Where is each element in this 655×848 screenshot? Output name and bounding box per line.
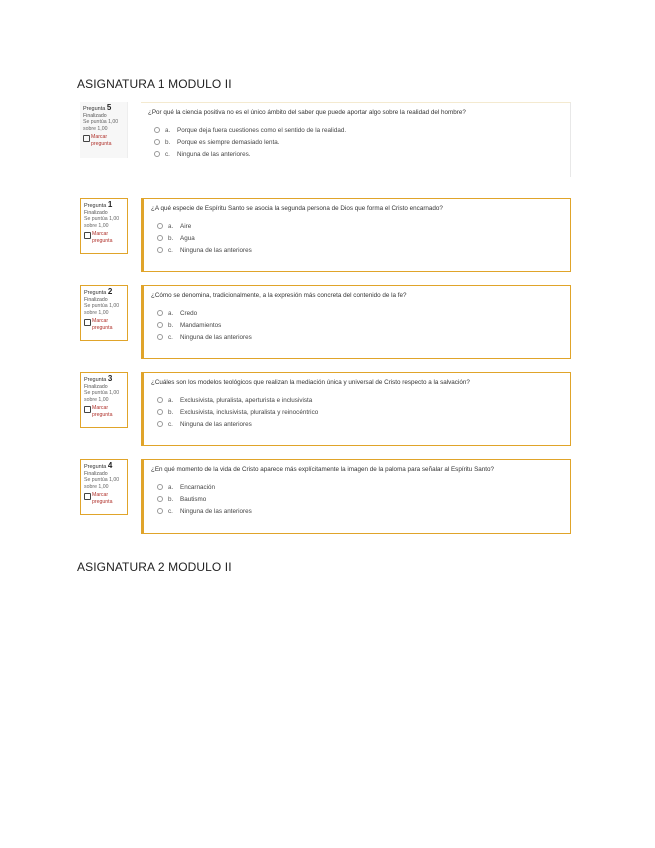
radio-button[interactable] — [154, 151, 160, 157]
section-heading-2: ASIGNATURA 2 MODULO II — [77, 560, 232, 574]
question-info — [80, 198, 128, 254]
answer-option[interactable] — [151, 418, 570, 430]
question-number: 3 — [107, 374, 113, 383]
radio-button[interactable] — [157, 421, 163, 427]
question-mark: Se puntúa 1,00 sobre 1,00 — [84, 477, 120, 490]
radio-button[interactable] — [157, 397, 163, 403]
question-info — [80, 285, 128, 341]
question-info — [80, 372, 128, 428]
option-letter: a. — [168, 222, 174, 230]
flag-icon — [84, 319, 91, 326]
option-letter: a. — [165, 126, 171, 134]
option-letter: a. — [168, 396, 174, 404]
question-content — [141, 198, 571, 272]
question-label: Pregunta — [83, 106, 106, 112]
question-label: Pregunta — [84, 203, 107, 209]
question-content — [141, 102, 571, 177]
answer-option[interactable] — [151, 307, 570, 319]
answer-option[interactable] — [151, 505, 570, 517]
radio-button[interactable] — [157, 235, 163, 241]
radio-button[interactable] — [157, 334, 163, 340]
radio-button[interactable] — [157, 223, 163, 229]
option-text: Ninguna de las anteriores — [180, 333, 252, 341]
option-text: Encarnación — [180, 483, 216, 491]
option-letter: a. — [168, 309, 174, 317]
question-mark: Se puntúa 1,00 sobre 1,00 — [84, 303, 120, 316]
flag-icon — [84, 232, 91, 239]
question-content — [141, 459, 571, 534]
flag-label: Marcar pregunta — [92, 231, 113, 244]
answer-option[interactable] — [151, 493, 570, 505]
option-text: Bautismo — [180, 495, 207, 503]
flag-question-button[interactable] — [84, 318, 124, 331]
question-text: ¿Por qué la ciencia positiva no es el único ámbito del saber que puede aportar algo sobre la realidad del hombre? — [148, 109, 466, 116]
question-number: 2 — [107, 287, 113, 296]
question-label: Pregunta — [84, 377, 107, 383]
option-letter: c. — [168, 333, 173, 341]
option-text: Ninguna de las anteriores — [180, 246, 252, 254]
question-text: ¿Cómo se denomina, tradicionalmente, a la expresión más concreta del contenido de la fe? — [151, 292, 407, 299]
radio-button[interactable] — [157, 322, 163, 328]
answer-option[interactable] — [151, 319, 570, 331]
option-letter: c. — [168, 507, 173, 515]
answer-option[interactable] — [151, 394, 570, 406]
radio-button[interactable] — [157, 247, 163, 253]
question-block-1 — [80, 198, 571, 272]
option-letter: c. — [165, 150, 170, 158]
question-info — [80, 459, 128, 515]
option-text: Mandamientos — [180, 321, 222, 329]
flag-label: Marcar pregunta — [92, 318, 113, 331]
answer-option[interactable] — [151, 406, 570, 418]
flag-question-button[interactable] — [84, 405, 124, 418]
question-block-5 — [80, 102, 571, 177]
option-text: Ninguna de las anteriores — [180, 420, 252, 428]
option-text: Exclusivista, pluralista, aperturista e inclusivista — [180, 396, 313, 404]
radio-button[interactable] — [154, 127, 160, 133]
flag-question-button[interactable] — [84, 231, 124, 244]
question-content — [141, 285, 571, 359]
option-letter: b. — [168, 495, 174, 503]
option-letter: a. — [168, 483, 174, 491]
question-label: Pregunta — [84, 290, 107, 296]
option-letter: b. — [165, 138, 171, 146]
answer-option[interactable] — [148, 148, 570, 160]
flag-icon — [84, 406, 91, 413]
question-block-4 — [80, 459, 571, 534]
answer-option[interactable] — [151, 331, 570, 343]
flag-question-button[interactable] — [83, 134, 124, 147]
question-number: 1 — [107, 200, 113, 209]
question-state: Finalizado — [84, 470, 108, 477]
radio-button[interactable] — [154, 139, 160, 145]
flag-label: Marcar pregunta — [91, 134, 112, 147]
answer-option[interactable] — [151, 220, 570, 232]
answer-option[interactable] — [148, 124, 570, 136]
question-block-2 — [80, 285, 571, 359]
radio-button[interactable] — [157, 484, 163, 490]
question-mark: Se puntúa 1,00 sobre 1,00 — [84, 390, 120, 403]
flag-icon — [83, 135, 90, 142]
option-letter: b. — [168, 234, 174, 242]
option-text: Credo — [180, 309, 198, 317]
flag-label: Marcar pregunta — [92, 492, 113, 505]
flag-label: Marcar pregunta — [92, 405, 113, 418]
flag-icon — [84, 493, 91, 500]
option-text: Porque es siempre demasiado lenta. — [177, 138, 280, 146]
question-info — [80, 102, 128, 158]
answer-option[interactable] — [151, 232, 570, 244]
radio-button[interactable] — [157, 310, 163, 316]
radio-button[interactable] — [157, 508, 163, 514]
radio-button[interactable] — [157, 496, 163, 502]
option-text: Porque deja fuera cuestiones como el sentido de la realidad. — [177, 126, 347, 134]
option-text: Exclusivista, inclusivista, pluralista y reinocéntrico — [180, 408, 319, 416]
radio-button[interactable] — [157, 409, 163, 415]
option-letter: b. — [168, 321, 174, 329]
question-state: Finalizado — [83, 112, 107, 119]
option-text: Ninguna de las anteriores. — [177, 150, 251, 158]
section-heading-1: ASIGNATURA 1 MODULO II — [77, 77, 232, 91]
question-number: 5 — [106, 103, 112, 112]
question-state: Finalizado — [84, 209, 108, 216]
option-text: Ninguna de las anteriores — [180, 507, 252, 515]
question-state: Finalizado — [84, 296, 108, 303]
question-text: ¿En qué momento de la vida de Cristo aparece más explícitamente la imagen de la paloma para señalar al Espíritu Santo? — [151, 466, 495, 473]
question-text: ¿Cuáles son los modelos teológicos que realizan la mediación única y universal de Cristo respecto a la salvación? — [151, 379, 470, 386]
question-text: ¿A qué especie de Espíritu Santo se asocia la segunda persona de Dios que forma el Cristo encarnado? — [151, 205, 443, 212]
question-number: 4 — [107, 461, 113, 470]
question-block-3 — [80, 372, 571, 446]
option-letter: c. — [168, 420, 173, 428]
answer-option[interactable] — [151, 244, 570, 256]
question-state: Finalizado — [84, 383, 108, 390]
option-letter: b. — [168, 408, 174, 416]
option-text: Aire — [180, 222, 192, 230]
question-mark: Se puntúa 1,00 sobre 1,00 — [83, 119, 119, 132]
answer-option[interactable] — [151, 481, 570, 493]
question-mark: Se puntúa 1,00 sobre 1,00 — [84, 216, 120, 229]
option-text: Agua — [180, 234, 195, 242]
question-content — [141, 372, 571, 446]
flag-question-button[interactable] — [84, 492, 124, 505]
answer-option[interactable] — [148, 136, 570, 148]
option-letter: c. — [168, 246, 173, 254]
question-label: Pregunta — [84, 464, 107, 470]
